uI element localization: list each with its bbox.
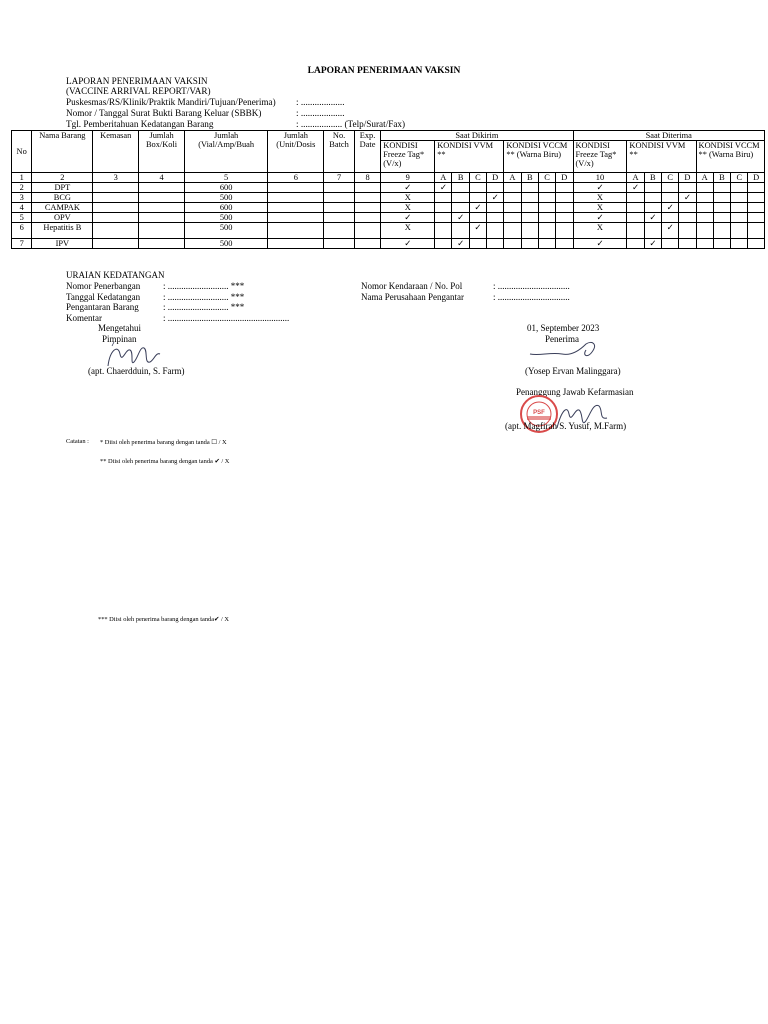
row-no: 3 [12,193,32,203]
row-exp [354,239,380,249]
table-numbering-row [12,173,765,183]
row-vccm-sent-a [504,239,521,249]
row-vvm-sent-c: ✓ [469,223,486,239]
leader-name: (apt. Chaerdduin, S. Farm) [88,366,185,376]
row-vccm-sent-c [538,239,555,249]
col-no-header: No [12,131,32,173]
row-vccm-recv-b [713,183,730,193]
row-qty: 500 [184,213,267,223]
row-vvm-recv-d [679,223,696,239]
row-freeze-recv: ✓ [573,239,627,249]
row-vvm-sent-c [469,239,486,249]
row-box [139,193,185,203]
row-vccm-sent-c [538,193,555,203]
row-name: DPT [32,183,93,193]
row-vvm-sent-d [487,213,504,223]
row-box [139,203,185,213]
letter-cell: C [661,173,678,183]
row-batch [324,193,355,203]
row-vvm-recv-b [644,223,661,239]
row-vvm-recv-c: ✓ [661,203,678,213]
row-vccm-recv-d [748,239,765,249]
row-qty: 600 [184,183,267,193]
row-freeze-sent: ✓ [381,213,435,223]
num-cell: 7 [324,173,355,183]
num-cell: 6 [268,173,324,183]
row-vvm-sent-a [435,239,452,249]
row-vvm-sent-a [435,203,452,213]
row-vccm-sent-b [521,203,538,213]
row-vccm-recv-b [713,223,730,239]
row-freeze-recv: ✓ [573,213,627,223]
letter-cell: D [679,173,696,183]
letter-cell: D [748,173,765,183]
page-title: LAPORAN PENERIMAAN VAKSIN [307,66,461,76]
row-box [139,223,185,239]
table-row [12,213,765,223]
row-vvm-recv-b [644,193,661,203]
row-vvm-recv-c [661,213,678,223]
row-vvm-recv-c: ✓ [661,223,678,239]
freeze-sent-header: KONDISI Freeze Tag* (V/x) [381,141,435,173]
num-cell: 9 [381,173,435,183]
row-vvm-sent-a [435,193,452,203]
row-freeze-sent: X [381,223,435,239]
row-vvm-sent-c [469,183,486,193]
row-vccm-sent-d [556,239,573,249]
col-package-header: Kemasan [93,131,139,173]
row-exp [354,223,380,239]
row-vvm-recv-a: ✓ [627,183,644,193]
receiver-label: Penerima [545,334,579,344]
row-freeze-sent: X [381,203,435,213]
row-vccm-recv-d [748,193,765,203]
arrival-heading: URAIAN KEDATANGAN [66,270,165,280]
row-qty: 500 [184,193,267,203]
row-vccm-sent-b [521,213,538,223]
row-vccm-sent-b [521,223,538,239]
vccm-recv-header: KONDISI VCCM ** (Warna Biru) [696,141,764,173]
row-batch [324,183,355,193]
row-vvm-recv-a [627,203,644,213]
row-vvm-recv-c [661,183,678,193]
courier-company-label: Nama Perusahaan Pengantar [361,292,464,302]
letter-cell: B [452,173,469,183]
row-exp [354,213,380,223]
row-unit [268,239,324,249]
row-vvm-sent-c [469,213,486,223]
arrival-notice-value: : .................. (Telp/Surat/Fax) [296,119,406,129]
row-vccm-sent-a [504,183,521,193]
num-cell: 2 [32,173,93,183]
row-vccm-recv-b [713,213,730,223]
row-vvm-recv-d [679,183,696,193]
row-vccm-recv-a [696,203,713,213]
col-vial-header: Jumlah (Vial/Amp/Buah [184,131,267,173]
row-vvm-recv-b: ✓ [644,239,661,249]
row-vccm-recv-c [731,223,748,239]
row-name: CAMPAK [32,203,93,213]
row-vvm-recv-b: ✓ [644,213,661,223]
row-no: 7 [12,239,32,249]
row-vccm-recv-c [731,213,748,223]
row-vccm-sent-c [538,223,555,239]
row-vccm-sent-b [521,193,538,203]
row-unit [268,213,324,223]
row-vccm-sent-d [556,203,573,213]
row-freeze-sent: ✓ [381,239,435,249]
vvm-recv-header: KONDISI VVM ** [627,141,696,173]
row-vvm-recv-c [661,193,678,203]
flight-number-value: : ........................... *** [163,281,245,291]
letter-cell: C [469,173,486,183]
row-qty: 500 [184,239,267,249]
note-1: * Diisi oleh penerima barang dengan tanda ☐ / X [100,439,227,446]
row-vvm-recv-d [679,213,696,223]
comment-label: Komentar [66,313,102,323]
row-vvm-sent-b: ✓ [452,239,469,249]
table-body [12,183,765,249]
row-vvm-sent-c [469,193,486,203]
row-name: BCG [32,193,93,203]
row-no: 2 [12,183,32,193]
num-cell: 4 [139,173,185,183]
row-vvm-recv-a [627,239,644,249]
row-vvm-sent-d [487,239,504,249]
row-vccm-recv-a [696,213,713,223]
note-3: *** Diisi oleh penerima barang dengan tanda✔ / X [98,616,229,623]
col-unit-header: Jumlah (Unit/Dosis [268,131,324,173]
arrival-notice-label: Tgl. Pemberitahuan Kedatangan Barang [66,119,214,129]
letter-cell: A [435,173,452,183]
row-freeze-sent: ✓ [381,183,435,193]
col-exp-header: Exp. Date [354,131,380,173]
row-vvm-sent-d [487,183,504,193]
row-unit [268,183,324,193]
row-vvm-sent-d: ✓ [487,193,504,203]
vehicle-number-label: Nomor Kendaraan / No. Pol [361,281,463,291]
row-vccm-recv-a [696,239,713,249]
delivery-label: Pengantaran Barang [66,302,139,312]
row-vvm-sent-b [452,193,469,203]
table-row [12,183,765,193]
row-vccm-sent-d [556,213,573,223]
row-vccm-sent-d [556,183,573,193]
letter-cell: A [627,173,644,183]
recipient-label: Puskesmas/RS/Klinik/Praktik Mandiri/Tujuan/Penerima) [66,97,276,107]
row-batch [324,223,355,239]
row-vvm-recv-b [644,203,661,213]
receiver-signature [528,338,602,364]
row-vccm-sent-c [538,203,555,213]
row-vccm-recv-c [731,203,748,213]
letter-cell: A [504,173,521,183]
note-2: ** Diisi oleh penerima barang dengan tanda ✔ / X [100,458,230,465]
row-vvm-recv-d: ✓ [679,193,696,203]
signature-date: 01, September 2023 [527,323,600,333]
row-vvm-recv-b [644,183,661,193]
row-unit [268,193,324,203]
row-package [93,203,139,213]
row-vvm-sent-b [452,183,469,193]
table-row [12,193,765,203]
stamp-text: PSF [533,410,545,416]
row-vccm-recv-b [713,239,730,249]
sbbk-label: Nomor / Tanggal Surat Bukti Barang Keluar (SBBK) [66,108,262,118]
row-vvm-recv-d [679,239,696,249]
row-vccm-recv-a [696,183,713,193]
row-vvm-sent-a [435,213,452,223]
row-vccm-recv-c [731,193,748,203]
row-name: Hepatitis B [32,223,93,239]
row-no: 6 [12,223,32,239]
letter-cell: B [713,173,730,183]
row-vccm-recv-c [731,239,748,249]
row-vvm-sent-a: ✓ [435,183,452,193]
row-box [139,213,185,223]
pharmacy-officer-name: (apt. Magfirah S. Yusuf, M.Farm) [505,421,627,431]
vaccine-table [11,130,765,249]
report-title-line: LAPORAN PENERIMAAN VAKSIN [66,76,208,86]
freeze-recv-header: KONDISI Freeze Tag* (V/x) [573,141,627,173]
row-qty: 600 [184,203,267,213]
letter-cell: D [487,173,504,183]
row-package [93,223,139,239]
col-box-header: Jumlah Box/Koli [139,131,185,173]
leader-label: Pimpinan [102,334,137,344]
row-box [139,183,185,193]
num-cell: 8 [354,173,380,183]
row-vccm-sent-b [521,239,538,249]
row-vccm-sent-d [556,193,573,203]
row-vccm-recv-d [748,223,765,239]
acknowledged-label: Mengetahui [98,323,141,333]
arrival-date-value: : ........................... *** [163,292,245,302]
row-package [93,183,139,193]
letter-cell: B [644,173,661,183]
num-cell: 1 [12,173,32,183]
pharmacy-officer-label: Penanggung Jawab Kefarmasian [516,387,634,397]
table-row [12,223,765,239]
row-batch [324,239,355,249]
row-vvm-sent-b [452,223,469,239]
letter-cell: D [556,173,573,183]
num-cell: 10 [573,173,627,183]
row-unit [268,223,324,239]
flight-number-label: Nomor Penerbangan [66,281,141,291]
row-vccm-sent-c [538,183,555,193]
col-name-header: Nama Barang [32,131,93,173]
letter-cell: B [521,173,538,183]
row-vccm-recv-b [713,203,730,213]
row-vccm-recv-b [713,193,730,203]
row-vvm-sent-a [435,223,452,239]
row-name: OPV [32,213,93,223]
num-cell: 5 [184,173,267,183]
row-package [93,239,139,249]
row-vvm-recv-c [661,239,678,249]
row-box [139,239,185,249]
group-sent-header: Saat Dikirim [381,131,573,141]
row-exp [354,183,380,193]
row-vccm-sent-c [538,213,555,223]
report-subtitle-line: (VACCINE ARRIVAL REPORT/VAR) [66,86,211,96]
arrival-date-label: Tanggal Kedatangan [66,292,141,302]
row-vccm-sent-a [504,203,521,213]
row-vccm-recv-a [696,223,713,239]
row-vccm-recv-a [696,193,713,203]
courier-company-value: : ................................ [493,292,570,302]
row-name: IPV [32,239,93,249]
vccm-sent-header: KONDISI VCCM ** (Warna Biru) [504,141,573,173]
row-vccm-sent-a [504,223,521,239]
row-unit [268,203,324,213]
row-vvm-recv-a [627,223,644,239]
row-exp [354,193,380,203]
row-batch [324,213,355,223]
letter-cell: A [696,173,713,183]
col-batch-header: No. Batch [324,131,355,173]
row-no: 4 [12,203,32,213]
vvm-sent-header: KONDISI VVM ** [435,141,504,173]
row-vccm-recv-d [748,213,765,223]
recipient-value: : ................... [296,97,345,107]
row-vccm-sent-b [521,183,538,193]
row-vccm-recv-d [748,183,765,193]
row-batch [324,203,355,213]
row-vvm-sent-d [487,223,504,239]
row-vvm-sent-c: ✓ [469,203,486,213]
num-cell: 3 [93,173,139,183]
table-row [12,239,765,249]
row-vvm-recv-d [679,203,696,213]
row-vccm-sent-d [556,223,573,239]
row-freeze-recv: X [573,223,627,239]
table-row [12,203,765,213]
row-no: 5 [12,213,32,223]
receiver-name: (Yosep Ervan Malinggara) [525,366,621,376]
row-vccm-sent-a [504,213,521,223]
row-vvm-sent-d [487,203,504,213]
row-vvm-sent-b: ✓ [452,213,469,223]
vehicle-number-value: : ................................ [493,281,570,291]
row-freeze-recv: X [573,203,627,213]
row-exp [354,203,380,213]
row-vccm-recv-d [748,203,765,213]
row-freeze-sent: X [381,193,435,203]
row-qty: 500 [184,223,267,239]
letter-cell: C [731,173,748,183]
notes-label: Catatan : [66,438,89,445]
row-vvm-recv-a [627,213,644,223]
row-vccm-sent-a [504,193,521,203]
row-freeze-recv: X [573,193,627,203]
row-freeze-recv: ✓ [573,183,627,193]
delivery-value: : ........................... *** [163,302,245,312]
row-vvm-recv-a [627,193,644,203]
group-received-header: Saat Diterima [573,131,765,141]
letter-cell: C [538,173,555,183]
comment-value: : ...................................................... [163,313,290,323]
row-package [93,213,139,223]
row-vccm-recv-c [731,183,748,193]
sbbk-value: : ................... [296,108,345,118]
row-vvm-sent-b [452,203,469,213]
row-package [93,193,139,203]
